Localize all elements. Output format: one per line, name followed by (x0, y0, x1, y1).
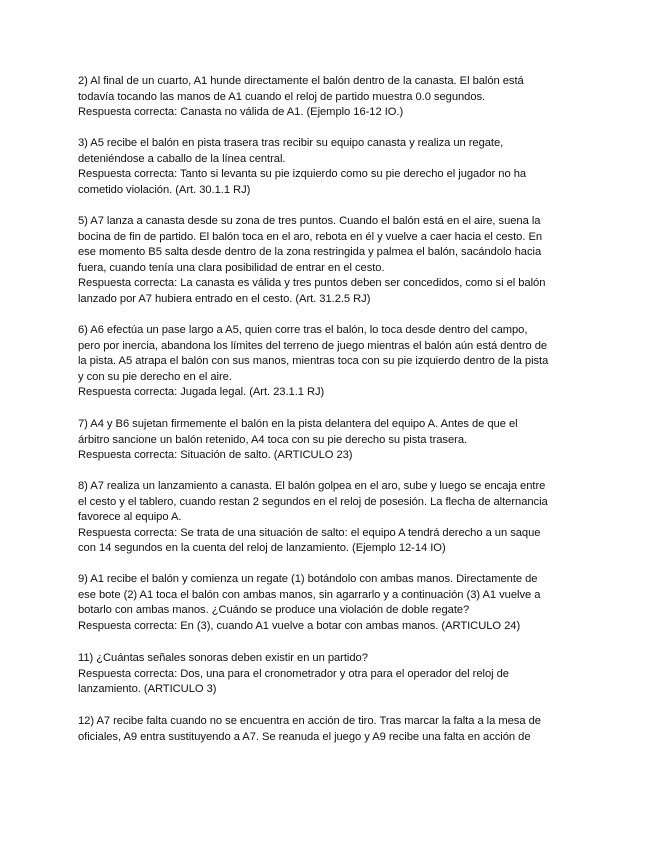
text-line: todavía tocando las manos de A1 cuando el reloj de partido muestra 0.0 segundos. (78, 90, 486, 103)
question-2 (78, 74, 578, 121)
answer-line: Respuesta correcta: La canasta es válida y tres puntos deben ser concedidos, como si el balón (78, 277, 546, 290)
text-line: 7) A4 y B6 sujetan firmemente el balón en la pista delantera del equipo A. Antes de que el (78, 418, 518, 430)
question-3 (78, 136, 578, 198)
answer-line: Respuesta correcta: Situación de salto. (ARTICULO 23) (78, 449, 353, 462)
answer-line: Respuesta correcta: Dos, una para el cronometrador y otra para el operador del reloj de (78, 667, 509, 680)
text-line: oficiales, A9 entra sustituyendo a A7. Se reanuda el juego y A9 recibe una falta en acción de (78, 730, 531, 743)
text-line: pero por inercia, abandona los límites del terreno de juego mientras el balón aún está dentro de (78, 339, 548, 352)
question-5 (78, 214, 578, 308)
answer-line: Respuesta correcta: Jugada legal. (Art. 23.1.1 RJ) (78, 386, 325, 399)
answer-line: Respuesta correcta: Canasta no válida de A1. (Ejemplo 16-12 IO.) (78, 106, 404, 119)
text-line: el cesto y el tablero, cuando restan 2 segundos en el reloj de posesión. La flecha de alternancia (78, 495, 548, 508)
text-line: lanzamiento. (ARTICULO 3) (78, 683, 217, 696)
text-line: 6) A6 efectúa un pase largo a A5, quien corre tras el balón, lo toca desde dentro del campo, (78, 324, 528, 336)
text-line: 12) A7 recibe falta cuando no se encuentra en acción de tiro. Tras marcar la falta a la mesa de (78, 715, 541, 727)
text-line: la pista. A5 atrapa el balón con sus manos, mientras toca con su pie izquierdo dentro de la pista (78, 355, 549, 368)
text-line: 5) A7 lanza a canasta desde su zona de tres puntos. Cuando el balón está en el aire, suena la (78, 215, 541, 227)
question-7 (78, 417, 578, 464)
text-line: botarlo con ambas manos. ¿Cuándo se produce una violación de doble regate? (78, 604, 470, 617)
text-line: deteniéndose a caballo de la línea central. (78, 152, 286, 165)
text-line: bocina de fin de partido. El balón toca en el aro, rebota en él y vuelve a caer hacia el cesto. En (78, 230, 543, 243)
answer-line: Respuesta correcta: Tanto si levanta su pie izquierdo como su pie derecho el jugador no ha (78, 168, 527, 181)
text-line: 8) A7 realiza un lanzamiento a canasta. El balón golpea en el aro, sube y luego se encaja entre (78, 480, 546, 492)
question-9 (78, 572, 578, 634)
text-line: árbitro sancione un balón retenido, A4 toca con su pie derecho su pista trasera. (78, 433, 468, 446)
question-12 (78, 714, 578, 745)
text-line: ese momento B5 salta desde dentro de la zona restringida y palmea el balón, sacándolo hacia (78, 246, 542, 259)
text-line: 11) ¿Cuántas señales sonoras deben existir en un partido? (78, 652, 368, 664)
question-8 (78, 479, 578, 557)
text-line: 3) A5 recibe el balón en pista trasera tras recibir su equipo canasta y realiza un regate, (78, 137, 504, 149)
text-line: con 14 segundos en la cuenta del reloj de lanzamiento. (Ejemplo 12-14 IO) (78, 542, 446, 555)
text-line: favorece al equipo A. (78, 511, 182, 524)
question-6 (78, 323, 578, 401)
text-line: lanzado por A7 hubiera entrado en el cesto. (Art. 31.2.5 RJ) (78, 292, 371, 305)
question-11 (78, 651, 578, 698)
text-line: 2) Al final de un cuarto, A1 hunde directamente el balón dentro de la canasta. El balón está (78, 75, 524, 87)
answer-line: Respuesta correcta: Se trata de una situación de salto: el equipo A tendrá derecho a un saque (78, 526, 541, 539)
answer-line: Respuesta correcta: En (3), cuando A1 vuelve a botar con ambas manos. (ARTICULO 24) (78, 619, 521, 632)
text-line: fuera, cuando tenía una clara posibilidad de entrar en el cesto. (78, 261, 385, 274)
text-line: cometido violación. (Art. 30.1.1 RJ) (78, 183, 251, 196)
text-line: y con su pie derecho en el aire. (78, 370, 232, 383)
text-line: ese bote (2) A1 toca el balón con ambas manos, sin agarrarlo y a continuación (3) A1 vuelve a (78, 588, 541, 601)
text-line: 9) A1 recibe el balón y comienza un regate (1) botándolo con ambas manos. Directamente de (78, 573, 538, 585)
